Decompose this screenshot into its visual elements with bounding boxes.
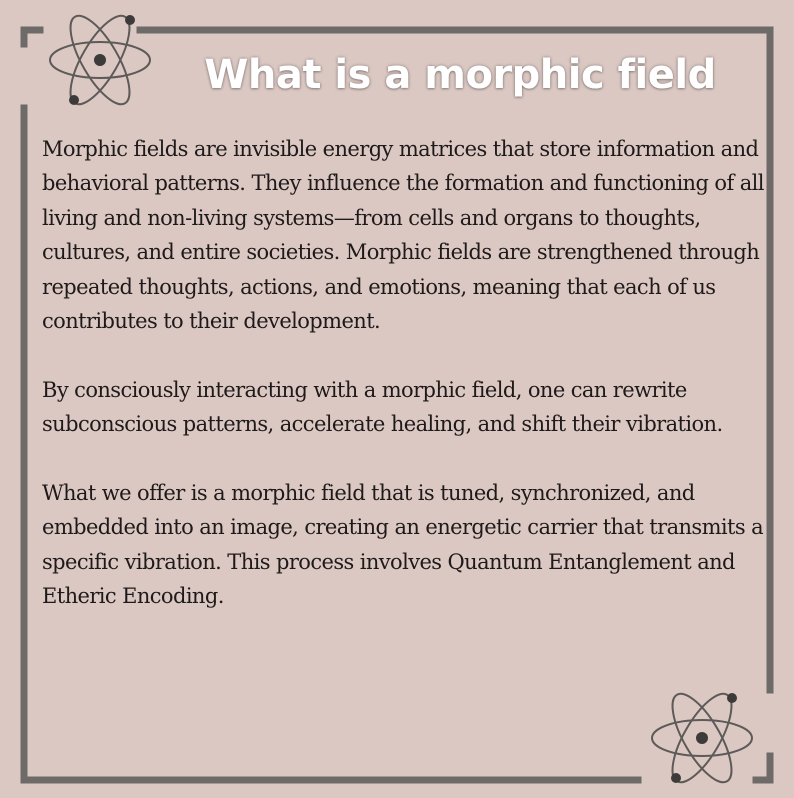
atom-icon [44, 10, 156, 110]
body-text [42, 132, 770, 614]
atom-icon [646, 688, 758, 788]
paragraph: By consciously interacting with a morphic field, one can rewrite subconscious patterns, accelerate healing, and shift their vibration. [42, 377, 723, 437]
page-title: What is a morphic field [204, 52, 716, 98]
paragraph: What we offer is a morphic field that is tuned, synchronized, and embedded into an image, creating an energetic carrier that transmits a specific vibration. This process involves Quantum Entanglement and Etheric Encoding. [42, 481, 764, 609]
paragraph: Morphic fields are invisible energy matrices that store information and behavioral patterns. They influence the formation and functioning of all living and non-living systems—from cells and organs to thoughts, cultures, and entire societies. Morphic fields are strengthened through repeated thoughts, actions, and emotions, meaning that each of us contributes to their development. [42, 137, 764, 334]
